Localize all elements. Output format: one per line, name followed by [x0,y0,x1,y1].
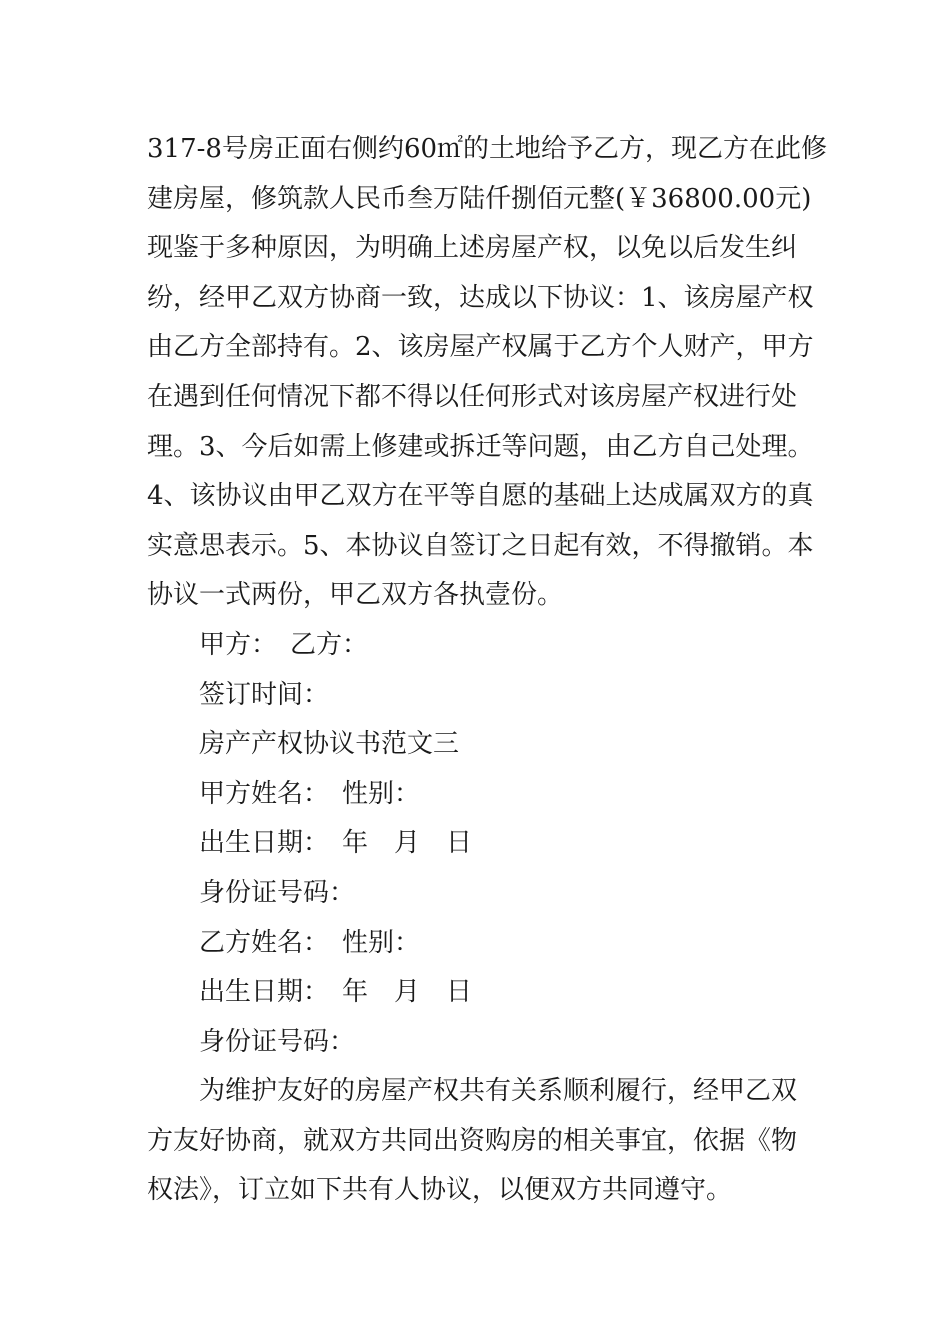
party-a-birth-date: 出生日期： 年 月 日 [199,828,473,859]
paragraph-1-line: 建房屋，修筑款人民币叁万陆仟捌佰元整(￥36800.00元) [147,183,812,214]
party-a-name-gender: 甲方姓名： 性别： [199,778,421,809]
paragraph-1-line: 317-8号房正面右侧约60㎡的土地给予乙方，现乙方在此修 [147,134,828,164]
signature-parties: 甲方： 乙方： [199,629,369,660]
paragraph-1-line: 纷，经甲乙双方协商一致，达成以下协议：1、该房屋产权 [147,282,814,313]
paragraph-2-line: 方友好协商，就双方共同出资购房的相关事宜，依据《物 [147,1125,798,1156]
document-body [147,125,827,1216]
party-a-id-number: 身份证号码： [199,877,356,908]
party-b-name-gender: 乙方姓名： 性别： [199,927,421,958]
paragraph-1-line: 4、该协议由甲乙双方在平等自愿的基础上达成属双方的真 [147,481,814,512]
party-b-id-number: 身份证号码： [199,1026,356,1057]
paragraph-2-line: 权法》，订立如下共有人协议，以便双方共同遵守。 [147,1175,733,1206]
paragraph-1-line: 现鉴于多种原因，为明确上述房屋产权，以免以后发生纠 [147,233,798,264]
paragraph-1-line: 在遇到任何情况下都不得以任何形式对该房屋产权进行处 [147,381,798,412]
paragraph-1-line: 协议一式两份，甲乙双方各执壹份。 [147,580,564,611]
signing-time: 签订时间： [199,679,330,710]
party-b-birth-date: 出生日期： 年 月 日 [199,977,473,1008]
section-title: 房产产权协议书范文三 [199,729,460,760]
paragraph-1-line: 实意思表示。5、本协议自签订之日起有效，不得撤销。本 [147,530,814,561]
paragraph-1-line: 理。3、今后如需上修建或拆迁等问题，由乙方自己处理。 [147,431,814,462]
paragraph-2-line: 为维护友好的房屋产权共有关系顺利履行，经甲乙双 [199,1076,798,1107]
paragraph-1-line: 由乙方全部持有。2、该房屋产权属于乙方个人财产，甲方 [147,332,814,363]
